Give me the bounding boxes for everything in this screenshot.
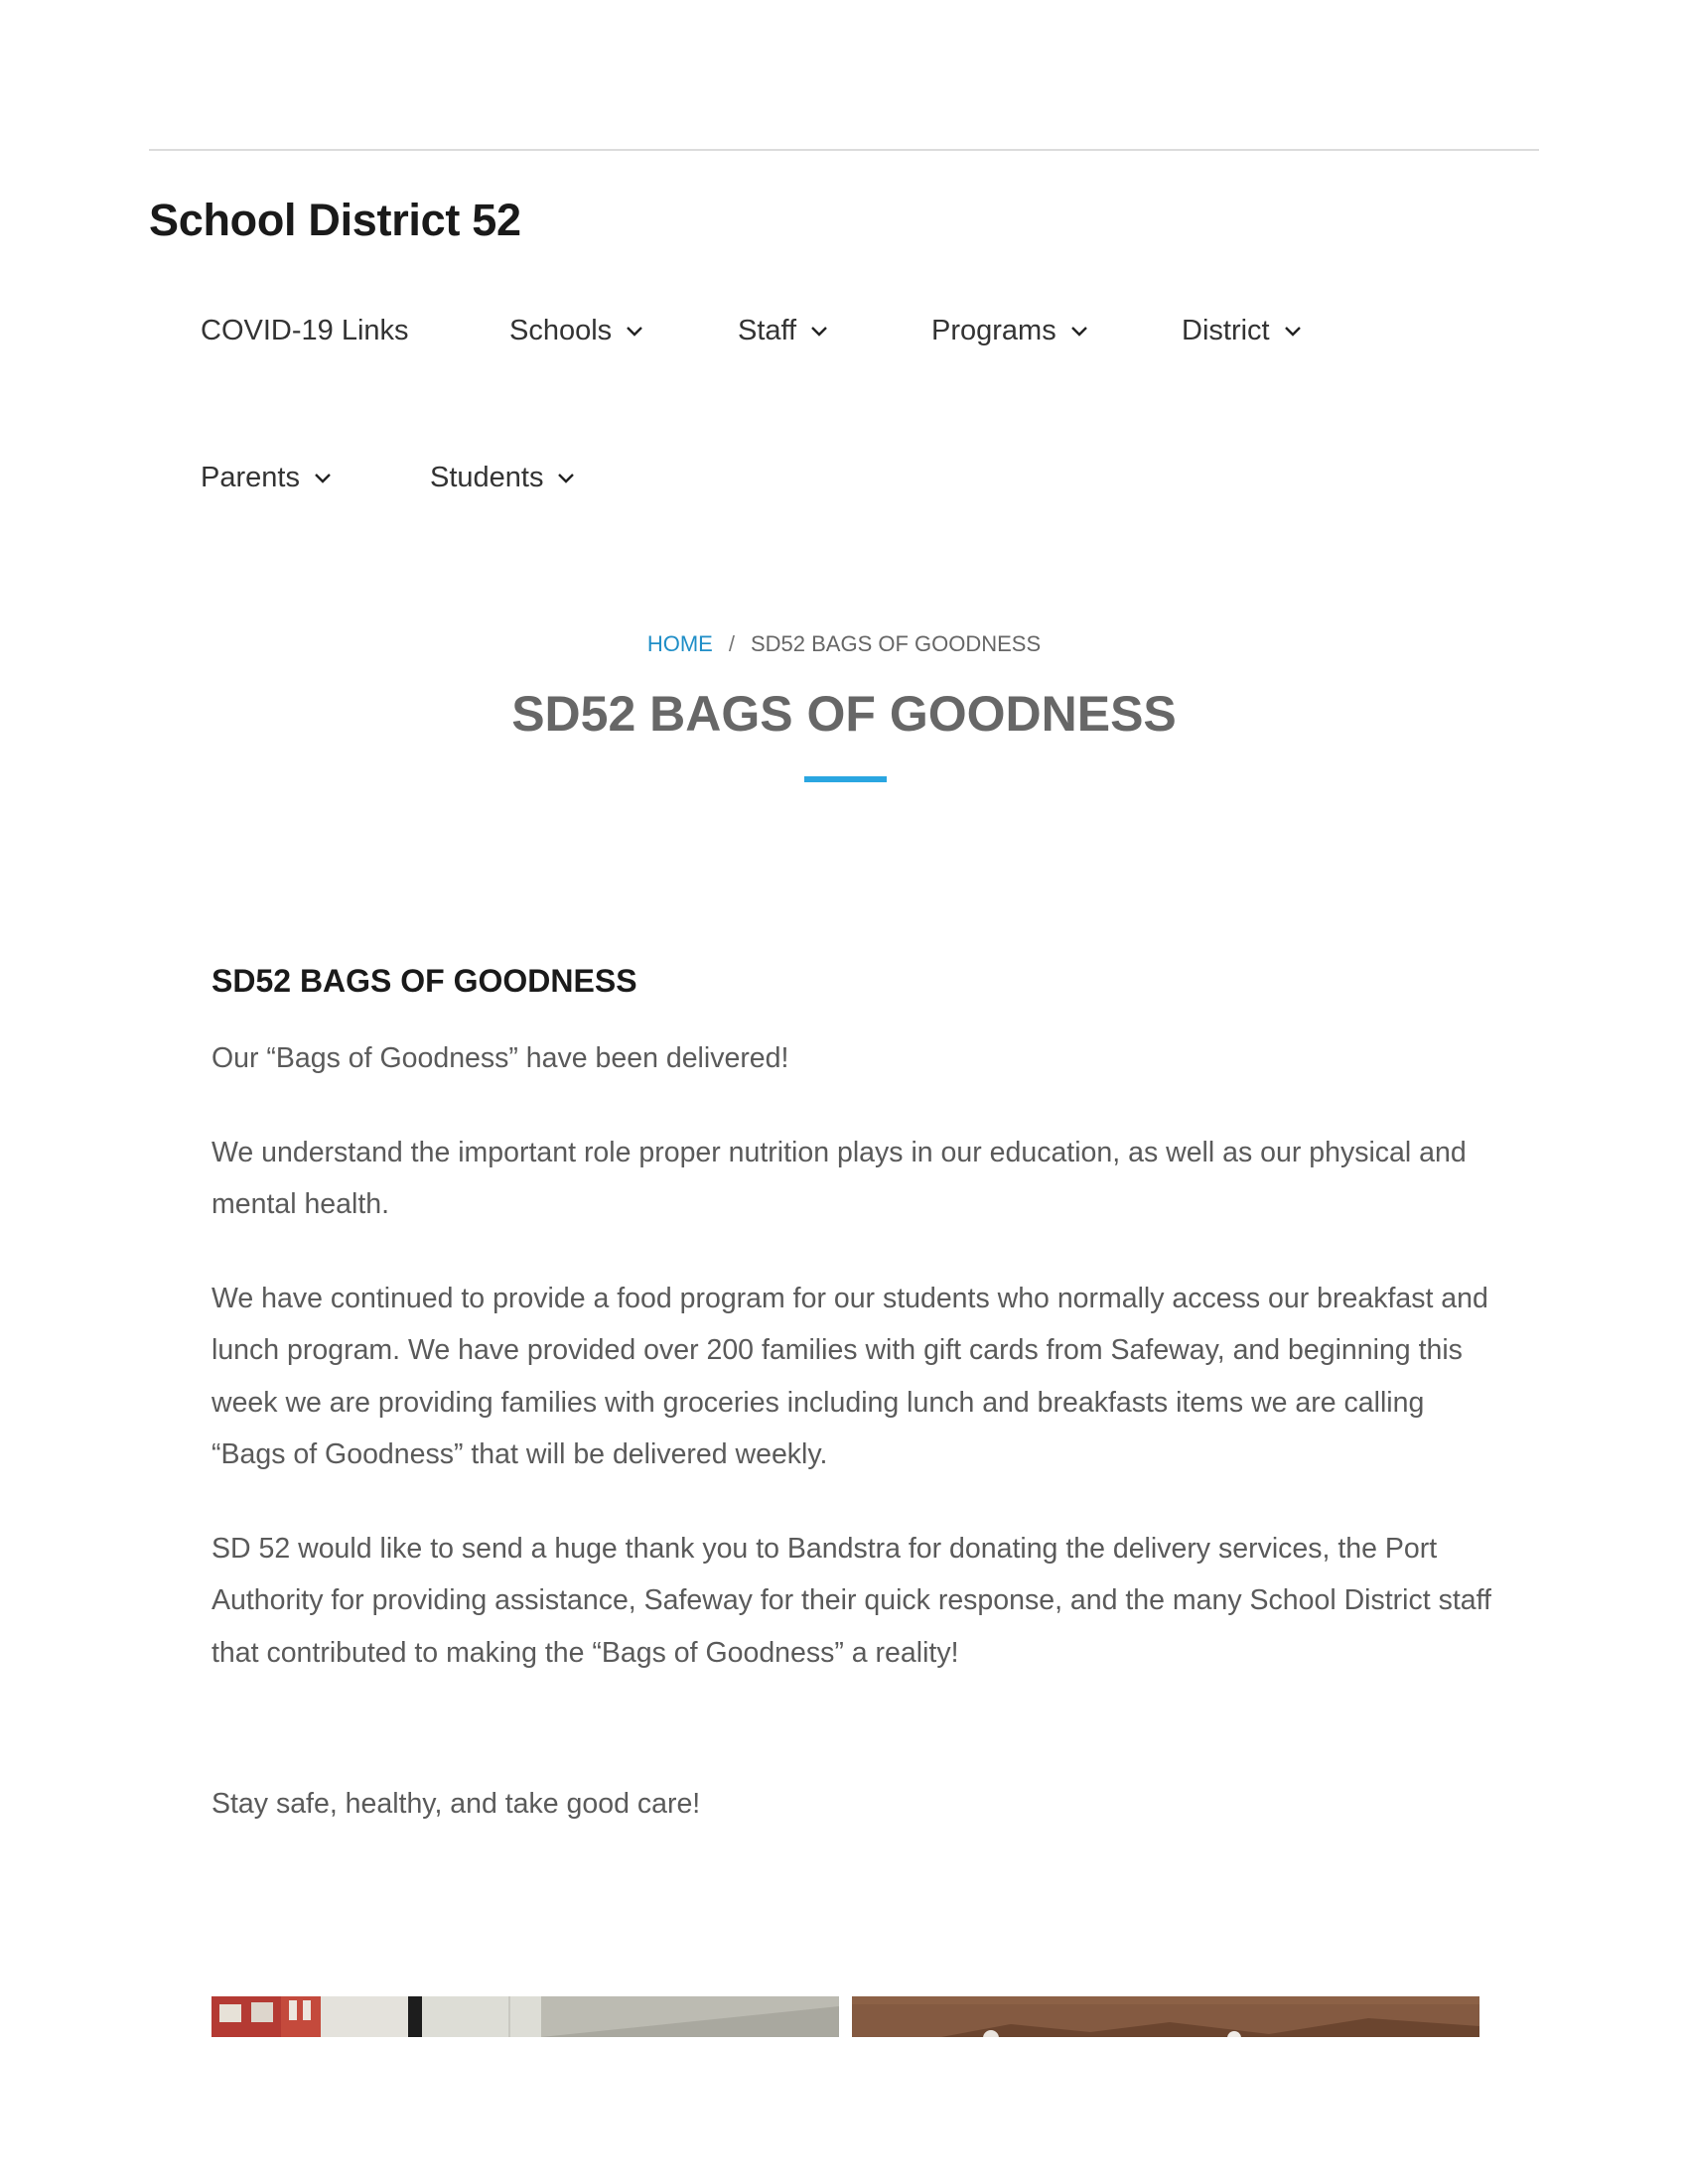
nav-item-label: District: [1182, 314, 1270, 346]
title-accent-bar: [804, 776, 887, 782]
delivery-photo-2[interactable]: [852, 1996, 1479, 2037]
delivery-photo-1[interactable]: [211, 1996, 839, 2037]
chevron-down-icon: [314, 473, 332, 484]
chevron-down-icon: [1284, 326, 1302, 338]
chevron-down-icon: [557, 473, 575, 484]
gallery-image-left: [211, 1996, 839, 2037]
nav-item-label: Programs: [931, 314, 1056, 346]
breadcrumb-separator: /: [728, 631, 735, 656]
nav-item-students[interactable]: [430, 453, 575, 502]
chevron-down-icon: [1070, 326, 1088, 338]
article-content: [211, 953, 1502, 1872]
nav-item-parents[interactable]: [201, 453, 332, 502]
article-closing: Stay safe, healthy, and take good care!: [211, 1788, 701, 1820]
nav-item-label: Staff: [738, 314, 797, 346]
header-divider: [149, 149, 1539, 151]
breadcrumb-home-link[interactable]: HOME: [646, 631, 713, 656]
chevron-down-icon: [626, 326, 643, 338]
article-paragraph: We have continued to provide a food program for our students who normally access our breakfast and lunch program. We have provided over 200 families with gift cards from Safeway, and beginning this week we are providing families with groceries including lunch and breakfasts items we are calling “Bags of Goodness” that will be delivered weekly.: [211, 1282, 1488, 1470]
nav-item-district[interactable]: [1182, 306, 1302, 355]
nav-item-covid-19-links[interactable]: [201, 306, 409, 355]
article-heading: SD52 BAGS OF GOODNESS: [211, 963, 637, 999]
nav-item-label: Parents: [201, 461, 300, 493]
article-paragraph: We understand the important role proper nutrition plays in our education, as well as our physical and mental health.: [211, 1136, 1467, 1220]
nav-item-programs[interactable]: [931, 306, 1088, 355]
nav-item-label: COVID-19 Links: [201, 314, 409, 346]
site-title[interactable]: School District 52: [149, 195, 521, 245]
article-paragraph: SD 52 would like to send a huge thank you to Bandstra for donating the delivery services, the Port Authority for providing assistance, Safeway for their quick response, and the many School District staff that contributed to making the “Bags of Goodness” a reality!: [211, 1532, 1491, 1669]
nav-item-label: Schools: [509, 314, 613, 346]
chevron-down-icon: [810, 326, 828, 338]
page-bottom-whitespace: [0, 2037, 1688, 2184]
breadcrumb-current: SD52 BAGS OF GOODNESS: [750, 631, 1042, 656]
nav-item-label: Students: [430, 461, 544, 493]
nav-item-staff[interactable]: [738, 306, 828, 355]
page-title: SD52 BAGS OF GOODNESS: [511, 686, 1177, 742]
breadcrumb: [0, 631, 1688, 657]
gallery-image-right: [852, 1996, 1479, 2037]
article-paragraph: Our “Bags of Goodness” have been delivered!: [211, 1042, 789, 1074]
nav-item-schools[interactable]: [509, 306, 643, 355]
